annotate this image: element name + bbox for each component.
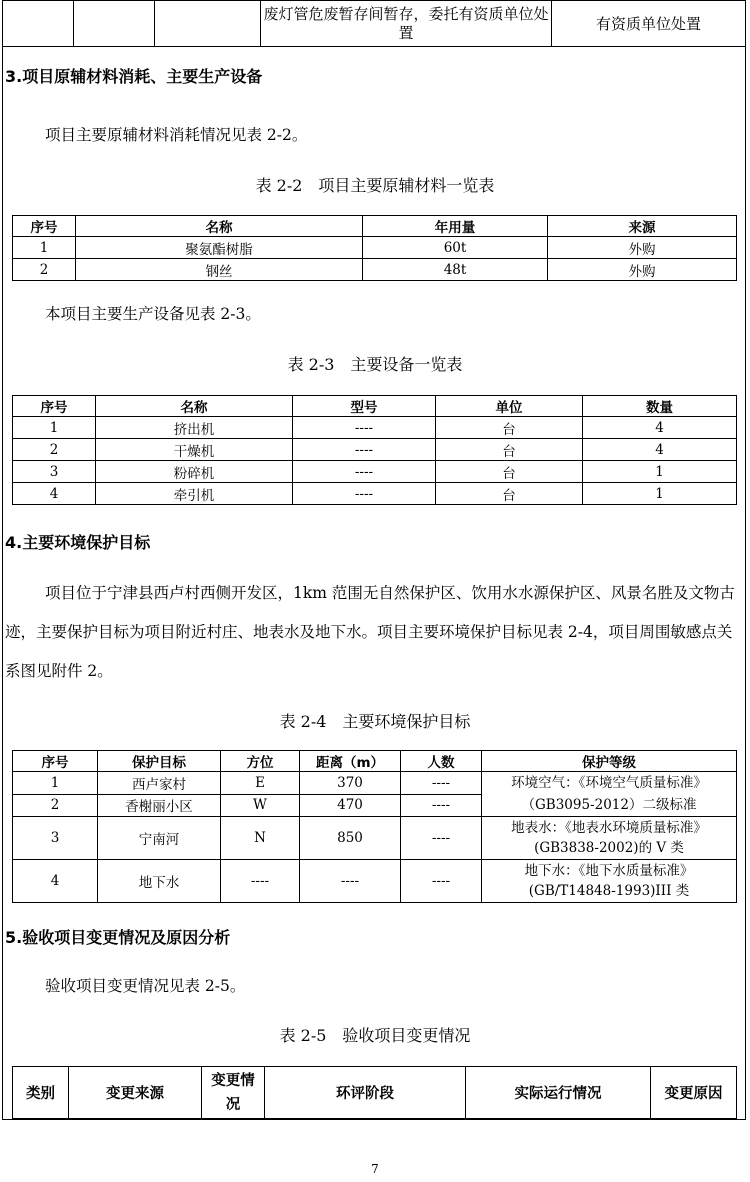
table-cell: ---- <box>293 483 436 505</box>
table-cell: 1 <box>583 483 737 505</box>
materials-table <box>12 215 737 281</box>
table-cell: ---- <box>401 794 482 817</box>
equipment-table <box>12 395 737 505</box>
table-cell: ---- <box>293 461 436 483</box>
table-cell: 4 <box>583 439 737 461</box>
column-header: 保护目标 <box>98 751 221 772</box>
column-header: 人数 <box>401 751 482 772</box>
page-number: 7 <box>371 1162 379 1176</box>
table-cell: E <box>221 772 300 795</box>
table-row <box>13 860 737 903</box>
table-cell: ---- <box>293 439 436 461</box>
protection-targets-table <box>12 750 737 903</box>
table-cell: 1 <box>583 461 737 483</box>
column-header: 序号 <box>13 751 98 772</box>
table-cell: 粉碎机 <box>96 461 293 483</box>
table-caption: 表 2-5 验收项目变更情况 <box>279 1026 471 1045</box>
table-row <box>13 237 737 259</box>
paragraph: 验收项目变更情况见表 2-5。 <box>45 977 246 995</box>
table-row <box>13 772 737 795</box>
paragraph: 项目主要原辅材料消耗情况见表 2-2。 <box>45 126 308 144</box>
table-cell: 香榭丽小区 <box>98 794 221 817</box>
paragraph: 本项目主要生产设备见表 2-3。 <box>45 305 261 323</box>
level-line: （GB3095-2012）二级标准 <box>521 797 697 813</box>
table-row <box>13 439 737 461</box>
paragraph: 项目位于宁津县西卢村西侧开发区，1km 范围无自然保护区、饮用水水源保护区、风景名胜及文物古迹，主要保护目标为项目附近村庄、地表水及地下水。项目主要环境保护目标见表 2-4，项目周围敏感点关系图见附件 2。 <box>5 584 735 680</box>
table-cell: 4 <box>13 483 96 505</box>
table-cell: 牵引机 <box>96 483 293 505</box>
table-cell: 2 <box>13 259 76 281</box>
table-cell: 干燥机 <box>96 439 293 461</box>
changes-table <box>12 1066 737 1119</box>
table-cell: 60t <box>363 237 548 259</box>
column-header: 序号 <box>13 216 76 237</box>
level-line: 环境空气：《环境空气质量标准》 <box>511 775 707 791</box>
table-cell: 钢丝 <box>76 259 363 281</box>
table-caption: 表 2-2 项目主要原辅材料一览表 <box>255 176 495 195</box>
table-cell: 4 <box>13 860 98 903</box>
column-header: 名称 <box>76 216 363 237</box>
table-cell: ---- <box>300 860 401 903</box>
table-cell <box>74 1 155 47</box>
protection-level-ground <box>482 860 737 903</box>
section-heading: 3.项目原辅材料消耗、主要生产设备 <box>5 67 263 86</box>
table-cell: 外购 <box>548 259 737 281</box>
table-cell: 3 <box>13 817 98 860</box>
table-cell: ---- <box>293 417 436 439</box>
table-cell: ---- <box>401 772 482 795</box>
table-cell: 2 <box>13 439 96 461</box>
column-header: 名称 <box>96 396 293 417</box>
column-header: 变更原因 <box>651 1067 737 1119</box>
table-cell: 370 <box>300 772 401 795</box>
table-cell: 4 <box>583 417 737 439</box>
protection-level-surface <box>482 817 737 860</box>
table-row <box>13 483 737 505</box>
table-cell: 470 <box>300 794 401 817</box>
column-header: 实际运行情况 <box>466 1067 651 1119</box>
table-cell: 台 <box>436 417 583 439</box>
table-cell: 台 <box>436 461 583 483</box>
column-header: 环评阶段 <box>265 1067 466 1119</box>
table-cell: 48t <box>363 259 548 281</box>
level-line: (GB/T14848-1993)III 类 <box>528 883 690 899</box>
table-cell: 2 <box>13 794 98 817</box>
column-header: 变更情况 <box>202 1067 265 1119</box>
table-cell: 聚氨酯树脂 <box>76 237 363 259</box>
section-heading: 5.验收项目变更情况及原因分析 <box>5 928 231 947</box>
table-cell: 挤出机 <box>96 417 293 439</box>
column-header: 单位 <box>436 396 583 417</box>
table-row <box>13 259 737 281</box>
table-caption: 表 2-3 主要设备一览表 <box>287 355 463 374</box>
table-cell: 外购 <box>548 237 737 259</box>
section-heading: 4.主要环境保护目标 <box>5 533 151 552</box>
column-header: 来源 <box>548 216 737 237</box>
table-caption: 表 2-4 主要环境保护目标 <box>279 712 471 731</box>
table-cell: ---- <box>401 817 482 860</box>
page-frame <box>2 0 746 1120</box>
table-cell: ---- <box>401 860 482 903</box>
level-line: (GB3838-2002)的 V 类 <box>534 840 684 856</box>
table-cell: 1 <box>13 237 76 259</box>
table-cell <box>155 1 261 47</box>
table-cell: N <box>221 817 300 860</box>
table-cell: 850 <box>300 817 401 860</box>
table-cell: 宁南河 <box>98 817 221 860</box>
table-row <box>13 461 737 483</box>
table-cell: 1 <box>13 772 98 795</box>
column-header: 保护等级 <box>482 751 737 772</box>
table-cell: 3 <box>13 461 96 483</box>
column-header: 型号 <box>293 396 436 417</box>
column-header: 序号 <box>13 396 96 417</box>
column-header: 类别 <box>13 1067 69 1119</box>
table-row <box>13 417 737 439</box>
table-cell: 1 <box>13 417 96 439</box>
table-cell: 西卢家村 <box>98 772 221 795</box>
column-header: 变更来源 <box>69 1067 202 1119</box>
level-line: 地表水：《地表水环境质量标准》 <box>511 820 707 836</box>
top-table <box>2 0 746 47</box>
table-cell: W <box>221 794 300 817</box>
table-row <box>13 817 737 860</box>
table-cell: 台 <box>436 439 583 461</box>
column-header: 方位 <box>221 751 300 772</box>
column-header: 年用量 <box>363 216 548 237</box>
table-cell: 台 <box>436 483 583 505</box>
table-cell: 有资质单位处置 <box>552 1 746 47</box>
column-header: 距离（m） <box>300 751 401 772</box>
table-cell: ---- <box>221 860 300 903</box>
protection-level-air <box>482 772 737 817</box>
level-line: 地下水：《地下水质量标准》 <box>524 863 694 879</box>
table-cell: 地下水 <box>98 860 221 903</box>
column-header: 数量 <box>583 396 737 417</box>
table-cell <box>3 1 74 47</box>
table-cell: 废灯管危废暂存间暂存，委托有资质单位处置 <box>261 1 552 47</box>
